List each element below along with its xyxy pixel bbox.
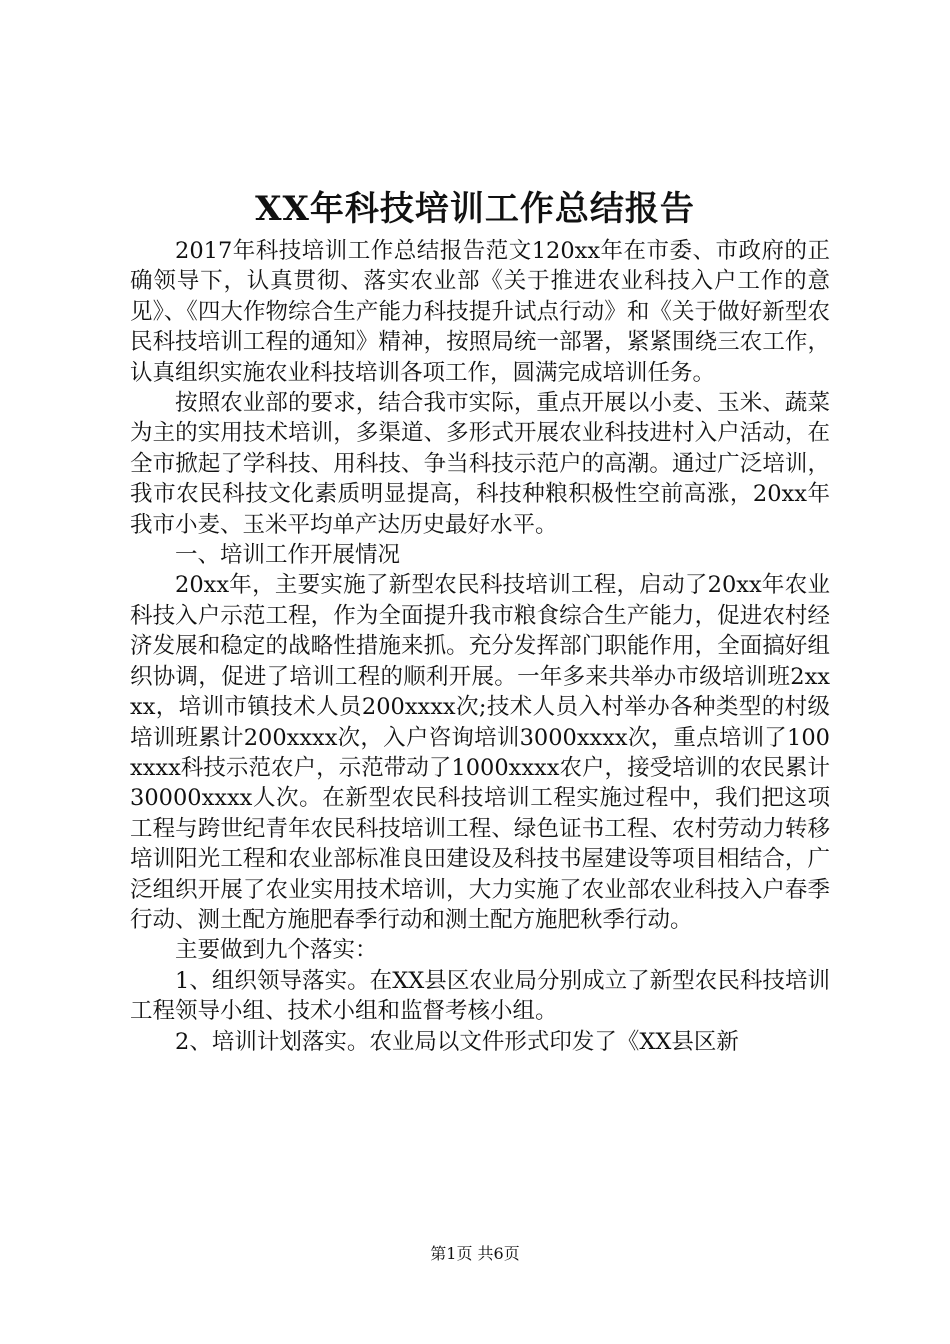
paragraph-intro: 2017年科技培训工作总结报告范文120xx年在市委、市政府的正确领导下，认真贯彻、落实农业部《关于推进农业科技入户工作的意见》、《四大作物综合生产能力科技提升试点行动》和《关于做好新型农民科技培训工程的通知》精神，按照局统一部署，紧紧围绕三农工作，认真组织实施农业科技培训各项工作，圆满完成培训任务。	[130, 238, 830, 386]
document-title: XX年科技培训工作总结报告	[255, 189, 695, 229]
paragraph-nine-items: 主要做到九个落实：	[175, 937, 378, 964]
page-footer: 第1页 共6页	[430, 1244, 520, 1263]
paragraph-item-2: 2、培训计划落实。农业局以文件形式印发了《XX县区新	[175, 1028, 739, 1055]
document-body	[130, 236, 830, 1057]
section-heading: 一、培训工作开展情况	[175, 542, 401, 569]
paragraph-item-1: 1、组织领导落实。在XX县区农业局分别成立了新型农民科技培训工程领导小组、技术小组和监督考核小组。	[130, 967, 830, 1025]
paragraph-training-details: 20xx年，主要实施了新型农民科技培训工程，启动了20xx年农业科技入户示范工程，作为全面提升我市粮食综合生产能力，促进农村经济发展和稳定的战略性措施来抓。充分发挥部门职能作用，全面搞好组织协调，促进了培训工程的顺利开展。一年多来共举办市级培训班2xxxx，培训市镇技术人员200xxxx次;技术人员入村举办各种类型的村级培训班累计200xxxx次，入户咨询培训3000xxxx次，重点培训了100xxxx科技示范农户，示范带动了1000xxxx农户，接受培训的农民累计30000xxxx人次。在新型农民科技培训工程实施过程中，我们把这项工程与跨世纪青年农民科技培训工程、绿色证书工程、农村劳动力转移培训阳光工程和农业部标准良田建设及科技书屋建设等项目相结合，广泛组织开展了农业实用技术培训，大力实施了农业部农业科技入户春季行动、测土配方施肥春季行动和测土配方施肥秋季行动。	[130, 572, 830, 933]
paragraph-requirements: 按照农业部的要求，结合我市实际，重点开展以小麦、玉米、蔬菜为主的实用技术培训，多渠道、多形式开展农业科技进村入户活动，在全市掀起了学科技、用科技、争当科技示范户的高潮。通过广泛培训，我市农民科技文化素质明显提高，科技种粮积极性空前高涨，20xx年我市小麦、玉米平均单产达历史最好水平。	[130, 390, 830, 538]
